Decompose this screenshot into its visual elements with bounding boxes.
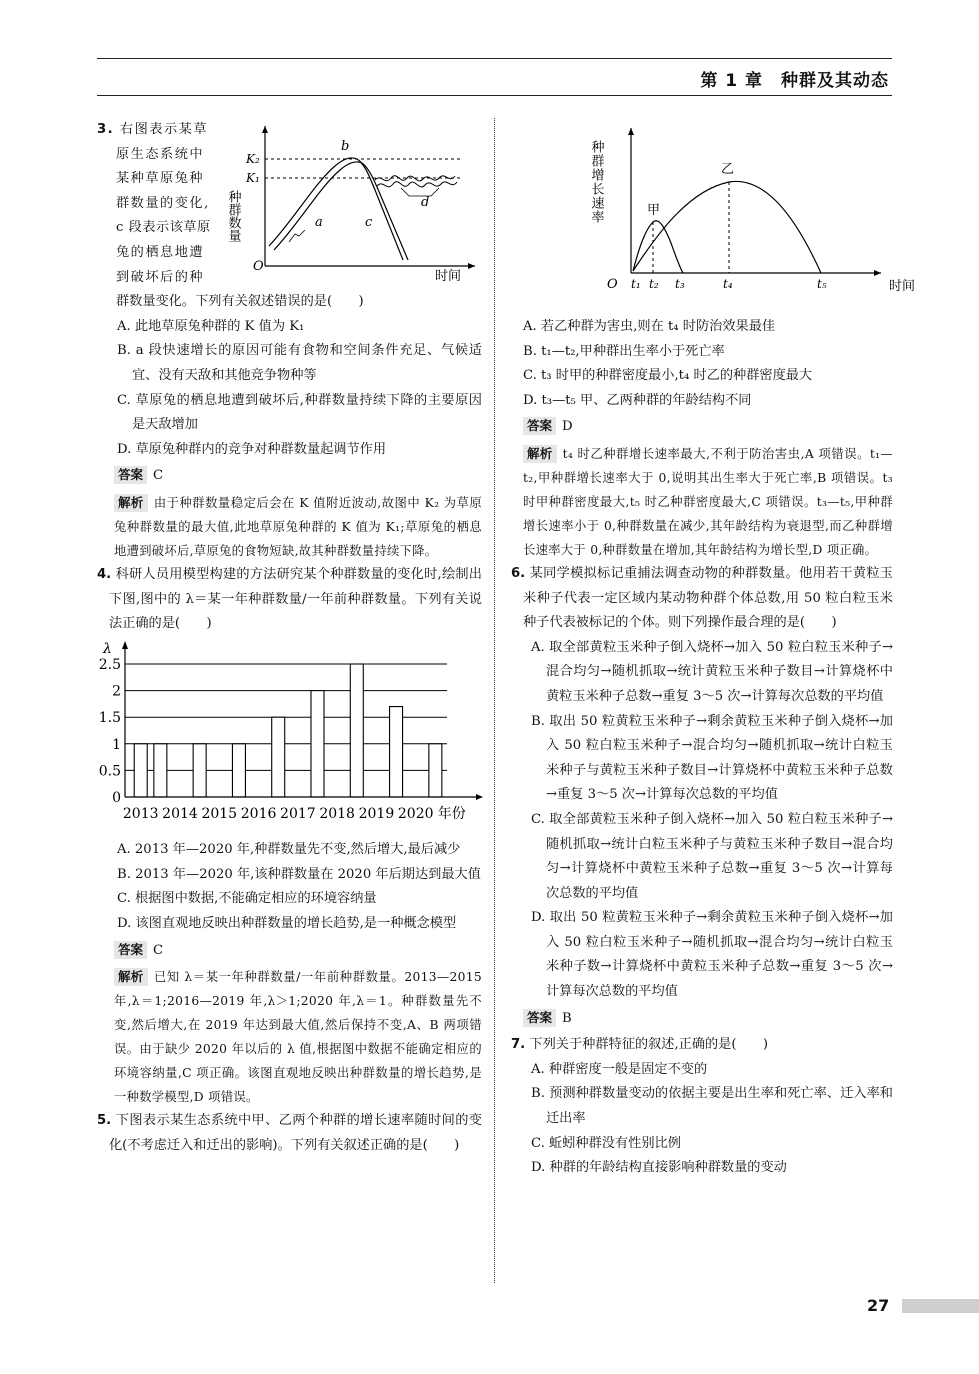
question-3 (97, 118, 482, 290)
q7-option-a: A. 种群密度一般是固定不变的 (531, 1061, 708, 1077)
lambda-bar-chart (97, 639, 482, 839)
question-3-stem-lines (97, 118, 219, 290)
x-tick-label: 2013 (122, 805, 159, 822)
jia-label: 甲 (647, 203, 661, 218)
q3-explanation (114, 491, 482, 563)
origin-label: O (253, 259, 264, 274)
stem-line: c 段表示该草原 (116, 220, 211, 236)
bar (232, 743, 245, 796)
bar (350, 664, 363, 797)
q6-option-b: B. 取出 50 粒黄粒玉米种子→剩余黄粒玉米种子倒入烧杯→加入 50 粒白粒玉米种子→混合均匀→随机抓取→统计白粒玉米种子与黄粒玉米种子数目→计算烧杯中黄粒玉米种子总数→重复 3～5 次→计算每次总数的平均值 (531, 713, 893, 803)
explain-text: t₄ 时乙种群增长速率最大,不利于防治害虫,A 项错误。t₁—t₂,甲种群增长速率大于 0,说明其出生率大于死亡率,B 项错误。t₃ 时甲种群密度最大,t₅ 时乙种群密度最大,C 项错误。t₃—t₅,甲种群增长速率小于 0,种群数量在减少,其年龄结构为衰退型,而乙种群增长速率大于 0,种群数量在增加,其年龄结构为增长型,D 项正确。 (523, 446, 893, 557)
q4-answer (114, 939, 482, 964)
question-7-stem (511, 1033, 893, 1058)
question-6-stem (511, 562, 893, 636)
right-column (511, 118, 916, 1181)
q5-option-c: C. t₃ 时甲的种群密度最小,t₄ 时乙的种群密度最大 (523, 368, 813, 384)
origin-label: O (607, 277, 618, 292)
yi-label: 乙 (721, 162, 735, 177)
q5-explanation (523, 442, 893, 562)
k1-label: K₁ (246, 171, 260, 185)
left-column (97, 118, 482, 1158)
population-curve-figure (225, 118, 485, 300)
k2-label: K₂ (246, 152, 260, 166)
question-number: 7. (511, 1037, 526, 1053)
explain-text: 由于种群数量稳定后会在 K 值附近波动,故图中 K₂ 为草原兔种群数量的最大值,此地草原兔种群的 K 值为 K₁;草原兔的栖息地遭到破坏后,草原兔的食物短缺,故其种群数量持续下降。 (114, 495, 482, 558)
explain-tag: 解析 (114, 968, 148, 986)
bar (154, 743, 167, 796)
growth-rate-figure (511, 118, 916, 315)
x-axis-label: 年份 (437, 805, 466, 822)
stem-line: 到破坏后的种 (116, 269, 205, 285)
a-label: a (315, 215, 323, 230)
y-tick-label: 0 (112, 789, 121, 806)
column-divider (494, 118, 495, 1283)
answer-tag: 答案 (523, 1009, 556, 1027)
q4-option-c: C. 根据图中数据,不能确定相应的环境容纳量 (117, 891, 377, 907)
stem-text: 下图表示某生态系统中甲、乙两个种群的增长速率随时间的变化(不考虑迁入和迁出的影响)。下列有关叙述正确的是( ) (109, 1113, 482, 1153)
answer-value: D (562, 419, 573, 435)
t4-label: t₄ (723, 277, 733, 291)
q6-answer (523, 1007, 893, 1032)
x-tick-label: 2020 (397, 805, 434, 822)
q6-option-c: C. 取全部黄粒玉米种子倒入烧杯→加入 50 粒白粒玉米种子→随机抓取→统计白粒玉米种子与黄粒玉米种子数目→混合均匀→计算烧杯中黄粒玉米种子总数→重复 3～5 次→计算每次总数的平均值 (531, 811, 893, 901)
stem-line: 右图表示某草 (119, 122, 209, 137)
population-curve-svg (225, 118, 485, 290)
answer-tag: 答案 (114, 466, 147, 484)
question-3-stem-end: 群数量变化。下列有关叙述错误的是( ) (116, 294, 364, 310)
y-axis-arrow (122, 641, 128, 649)
chapter-title: 第 1 章 种群及其动态 (700, 71, 889, 91)
q4-option-a: A. 2013 年—2020 年,种群数量先不变,然后增大,最后减少 (117, 842, 461, 858)
q5-option-d: D. t₃—t₅ 甲、乙两种群的年龄结构不同 (523, 392, 752, 408)
stem-line: 群数量的变化, (116, 195, 210, 211)
q5-option-b: B. t₁—t₂,甲种群出生率小于死亡率 (523, 343, 725, 359)
t2-label: t₂ (649, 277, 659, 291)
d-label: d (421, 195, 430, 210)
chart-bars (134, 664, 442, 797)
header-rule-top (97, 58, 892, 59)
y-tick-label: 2 (112, 683, 121, 700)
y-axis-label: λ (103, 640, 112, 657)
stem-line: 某种草原兔种 (116, 171, 205, 187)
answer-value: C (153, 468, 164, 484)
x-axis-label: 时间 (435, 269, 462, 284)
question-number: 6. (511, 565, 526, 581)
x-tick-label: 2018 (319, 805, 355, 822)
answer-value: B (562, 1010, 572, 1026)
header-rule-bottom (97, 95, 892, 96)
q3-option-a: A. 此地草原兔种群的 K 值为 K₁ (117, 318, 305, 334)
x-tick-label: 2019 (358, 805, 395, 822)
q3-option-c: C. 草原兔的栖息地遭到破坏后,种群数量持续下降的主要原因是天敌增加 (117, 392, 482, 433)
explain-tag: 解析 (114, 494, 148, 512)
y-tick-label: 1 (112, 736, 121, 753)
explain-tag: 解析 (523, 445, 557, 463)
question-number: 4. (97, 566, 112, 582)
q4-option-d: D. 该图直观地反映出种群数量的增长趋势,是一种概念模型 (117, 916, 457, 932)
stem-line: 原生态系统中 (116, 146, 205, 162)
t1-label: t₁ (631, 277, 641, 291)
question-4-stem (97, 563, 482, 637)
answer-value: C (153, 942, 164, 958)
x-tick-label: 2017 (280, 805, 316, 822)
y-axis-label: 种群增长速率 (588, 140, 604, 224)
bar (311, 690, 324, 796)
y-tick-label: 2.5 (98, 656, 121, 673)
q6-option-a: A. 取全部黄粒玉米种子倒入烧杯→加入 50 粒白粒玉米种子→混合均匀→随机抓取→统计黄粒玉米种子数目→计算烧杯中黄粒玉米种子总数→重复 3～5 次→计算每次总数的平均值 (531, 639, 893, 704)
x-tick-label: 2016 (240, 805, 277, 822)
q3-option-d: D. 草原兔种群内的竞争对种群数量起调节作用 (117, 441, 387, 457)
q3-option-b: B. a 段快速增长的原因可能有食物和空间条件充足、气候适宜、没有天敌和其他竞争物种等 (117, 343, 482, 383)
q7-option-b: B. 预测种群数量变动的依据主要是出生率和死亡率、迁入率和迁出率 (531, 1086, 893, 1127)
q6-option-d: D. 取出 50 粒黄粒玉米种子→剩余黄粒玉米种子倒入烧杯→加入 50 粒白粒玉米种子→随机抓取→混合均匀→统计白粒玉米种子数→计算烧杯中黄粒玉米种子总数→重复 3～5 次→计算每次总数的平均值 (531, 910, 893, 1000)
x-axis-arrow (476, 794, 483, 800)
question-number: 5. (97, 1113, 112, 1129)
bar (134, 743, 147, 796)
t3-label: t₃ (675, 277, 685, 291)
t5-label: t₅ (817, 277, 827, 291)
stem-line: 兔的栖息地遭 (116, 244, 205, 260)
q3-answer (114, 464, 482, 489)
x-tick-label: 2015 (201, 805, 238, 822)
c-label: c (365, 215, 373, 230)
stem-text: 科研人员用模型构建的方法研究某个种群数量的变化时,绘制出下图,图中的 λ＝某一年种群数量/一年前种群数量。下列有关说法正确的是( ) (109, 566, 482, 632)
question-5-stem (97, 1109, 482, 1158)
q5-answer (523, 415, 893, 440)
answer-tag: 答案 (523, 417, 556, 435)
stem-text: 某同学模拟标记重捕法调查动物的种群数量。他用若干黄粒玉米种子代表一定区域内某动物种群个体总数,用 50 粒白粒玉米种子代表被标记的个体。则下列操作最合理的是( ) (523, 565, 893, 631)
y-tick-label: 0.5 (98, 763, 121, 780)
q4-option-b: B. 2013 年—2020 年,该种群数量在 2020 年后期达到最大值 (117, 866, 481, 882)
page-number: 27 (867, 1296, 890, 1315)
q4-explanation (114, 965, 482, 1109)
growth-rate-svg (588, 118, 921, 308)
q7-option-c: C. 蚯蚓种群没有性别比例 (531, 1135, 681, 1151)
x-axis-label: 时间 (889, 279, 916, 294)
x-tick-label: 2014 (162, 805, 198, 822)
bar (429, 743, 442, 796)
question-number: 3. (97, 122, 115, 137)
y-tick-label: 1.5 (98, 709, 121, 726)
answer-tag: 答案 (114, 941, 147, 959)
bar (193, 743, 206, 796)
q7-option-d: D. 种群的年龄结构直接影响种群数量的变动 (531, 1160, 787, 1176)
explain-text: 已知 λ＝某一年种群数量/一年前种群数量。2013—2015 年,λ＝1;2016—2019 年,λ＞1;2020 年,λ＝1。种群数量先不变,然后增大,在 2019 年达到最大值,然后保持不变,A、B 两项错误。由于缺少 2020 年以后的 λ 值,根据图中数据不能确定相应的环境容纳量,C 项正确。该图直观地反映出种群数量的增长趋势,是一种数学模型,D 项错误。 (114, 970, 482, 1105)
stem-text: 下列关于种群特征的叙述,正确的是( ) (529, 1037, 769, 1053)
b-label: b (341, 139, 350, 154)
y-axis-label: 种群数量 (225, 190, 241, 242)
bar (272, 717, 285, 797)
page-number-bar (902, 1299, 979, 1313)
lambda-chart-svg (97, 639, 492, 829)
q5-option-a: A. 若乙种群为害虫,则在 t₄ 时防治效果最佳 (523, 319, 776, 334)
bar (390, 706, 403, 796)
